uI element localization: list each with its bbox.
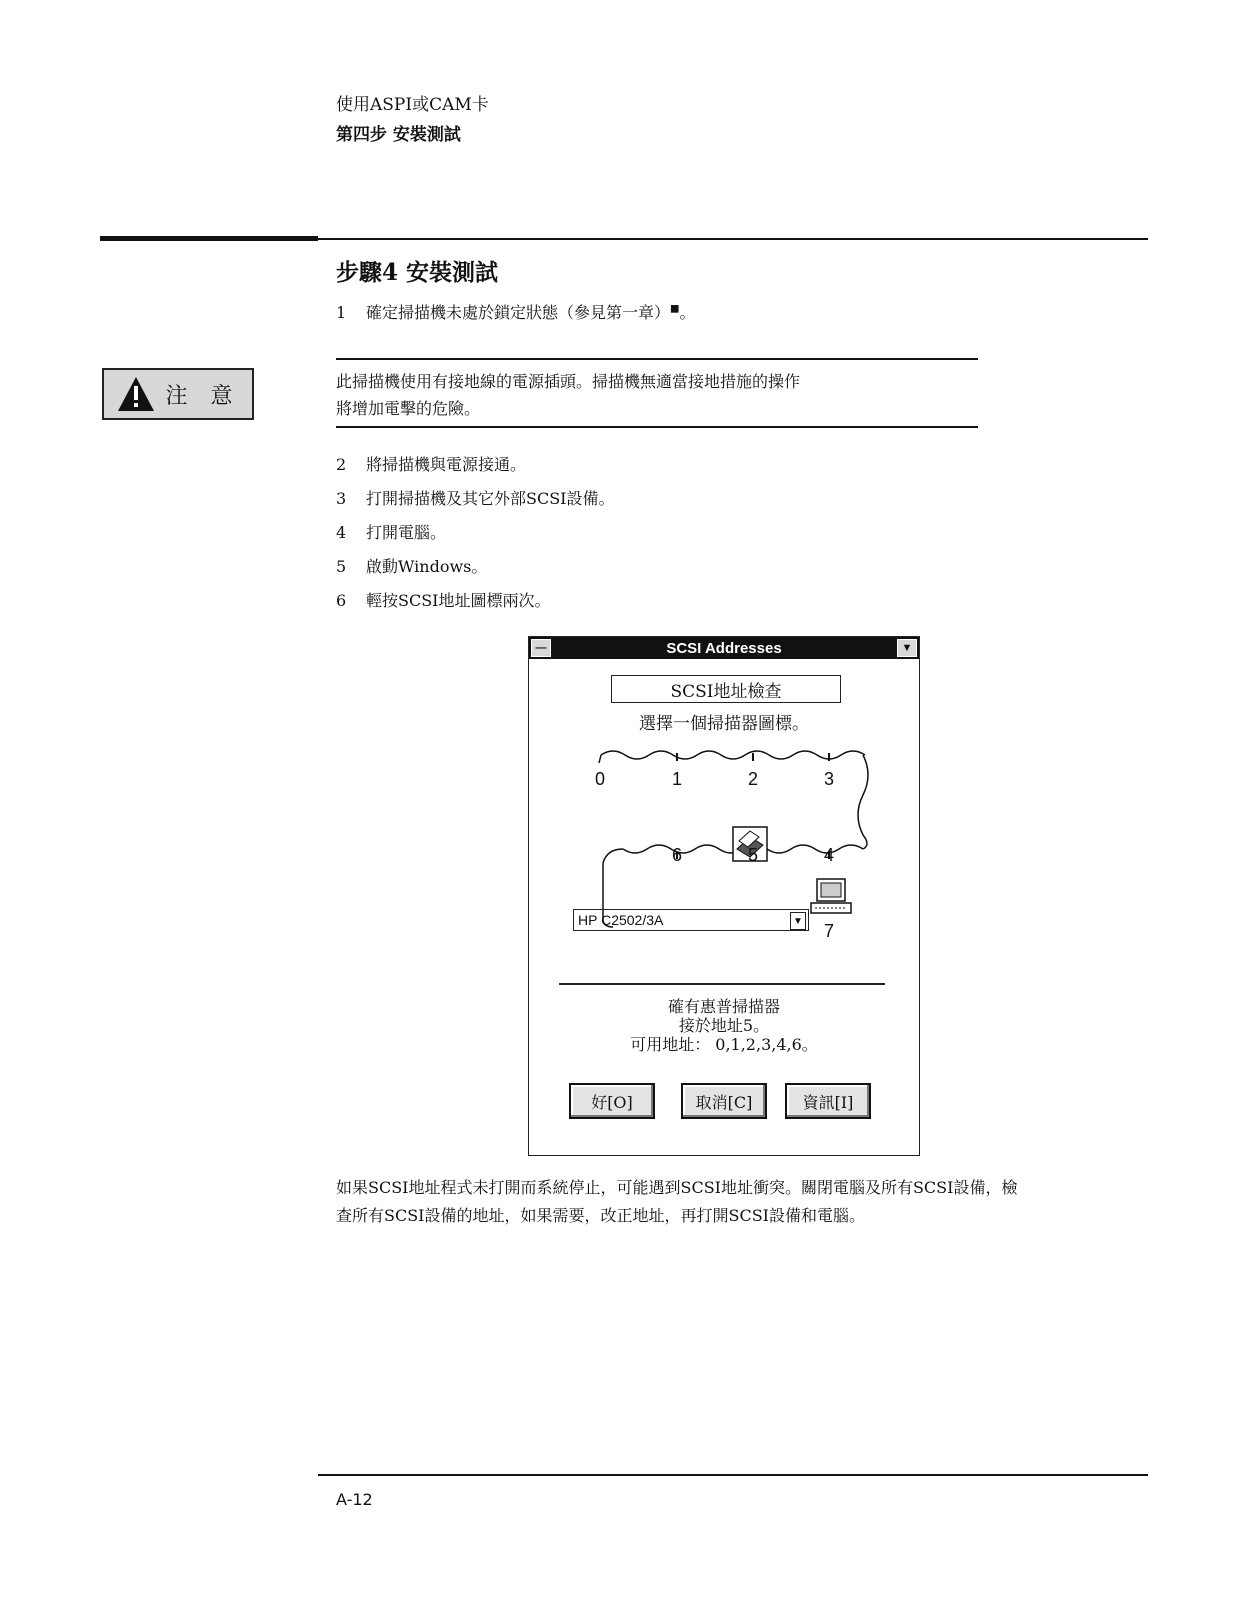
scsi-chain-diagram bbox=[529, 737, 919, 977]
device-select-value: HP C2502/3A bbox=[578, 912, 664, 928]
status-line-2: 接於地址5。 bbox=[678, 1016, 770, 1035]
note-rule-top bbox=[336, 358, 978, 360]
dialog-title: SCSI Addresses bbox=[666, 639, 782, 657]
dialog-separator bbox=[559, 983, 885, 985]
system-menu-icon[interactable]: — bbox=[531, 639, 551, 657]
dialog-instruction: 選擇一個掃描器圖標。 bbox=[639, 714, 809, 734]
info-button[interactable]: 資訊[I] bbox=[785, 1083, 871, 1119]
step-number: 4 bbox=[336, 523, 347, 542]
minimize-icon[interactable]: ▼ bbox=[897, 639, 917, 657]
step-number: 2 bbox=[336, 455, 347, 474]
step-text: 打開電腦。 bbox=[366, 523, 447, 542]
caution-badge bbox=[102, 368, 254, 420]
step-text: 輕按SCSI地址圖標兩次。 bbox=[366, 591, 551, 610]
step-6 bbox=[336, 588, 551, 611]
status-line-3: 可用地址： 0,1,2,3,4,6。 bbox=[630, 1035, 818, 1054]
section-rule bbox=[318, 238, 1148, 240]
step-text: 打開掃描機及其它外部SCSI設備。 bbox=[366, 489, 615, 508]
scsi-check-label-box: SCSI地址檢查 bbox=[611, 675, 841, 703]
section-rule-thick bbox=[100, 236, 318, 241]
computer-icon bbox=[809, 877, 853, 917]
running-header: 使用ASPI或CAM卡 bbox=[336, 95, 489, 115]
scsi-addresses-dialog bbox=[528, 636, 920, 1156]
dropdown-arrow-icon[interactable]: ▼ bbox=[790, 912, 806, 930]
caution-line-1: 此掃描機使用有接地線的電源插頭。掃描機無適當接地措施的操作 bbox=[336, 372, 801, 391]
paragraph-line-2: 查所有SCSI設備的地址，如果需要，改正地址，再打開SCSI設備和電腦。 bbox=[336, 1206, 865, 1225]
paragraph-line-1: 如果SCSI地址程式未打開而系統停止，可能遇到SCSI地址衝突。關閉電腦及所有SCSI設備，檢 bbox=[336, 1178, 1018, 1197]
step-text: 啟動Windows。 bbox=[366, 557, 488, 576]
device-select[interactable] bbox=[573, 909, 809, 931]
address-7: 7 bbox=[824, 921, 835, 941]
caution-line-2: 將增加電擊的危險。 bbox=[336, 399, 481, 418]
address-4: 4 bbox=[824, 845, 835, 865]
address-5: 5 bbox=[748, 845, 759, 865]
cable-end-left bbox=[599, 755, 601, 763]
conflict-paragraph bbox=[336, 1174, 1126, 1230]
step-5 bbox=[336, 554, 487, 577]
address-3: 3 bbox=[824, 769, 835, 789]
step-number: 3 bbox=[336, 489, 347, 508]
step-number: 1 bbox=[336, 303, 347, 322]
address-1: 1 bbox=[672, 769, 683, 789]
step-number: 5 bbox=[336, 557, 347, 576]
step-text-end: 。 bbox=[679, 303, 696, 322]
warning-triangle-icon bbox=[116, 375, 156, 413]
scsi-cable-right bbox=[858, 755, 868, 849]
address-0: 0 bbox=[595, 769, 606, 789]
page-number: A-12 bbox=[336, 1490, 373, 1509]
dialog-title-bar bbox=[529, 637, 919, 659]
step-4 bbox=[336, 520, 446, 543]
caution-text bbox=[336, 368, 976, 422]
footer-rule bbox=[318, 1474, 1148, 1476]
step-1 bbox=[336, 300, 695, 323]
chapter-header: 第四步 安裝測試 bbox=[336, 125, 461, 145]
scsi-cable-top bbox=[601, 751, 865, 759]
caution-label: 注 意 bbox=[165, 383, 241, 409]
step-text: 確定掃描機未處於鎖定狀態（參見第一章） bbox=[366, 303, 671, 322]
note-rule-bottom bbox=[336, 426, 978, 428]
cancel-button[interactable]: 取消[C] bbox=[681, 1083, 767, 1119]
status-line-1: 確有惠普掃描器 bbox=[667, 997, 780, 1016]
step-3 bbox=[336, 486, 615, 509]
step-text: 將掃描機與電源接通。 bbox=[366, 455, 527, 474]
section-title: 步驟4 安裝測試 bbox=[336, 259, 499, 286]
address-2: 2 bbox=[748, 769, 759, 789]
footnote-mark-icon: ■ bbox=[670, 303, 680, 315]
step-number: 6 bbox=[336, 591, 347, 610]
ok-button[interactable]: 好[O] bbox=[569, 1083, 655, 1119]
step-2 bbox=[336, 452, 526, 475]
address-6: 6 bbox=[672, 845, 683, 865]
